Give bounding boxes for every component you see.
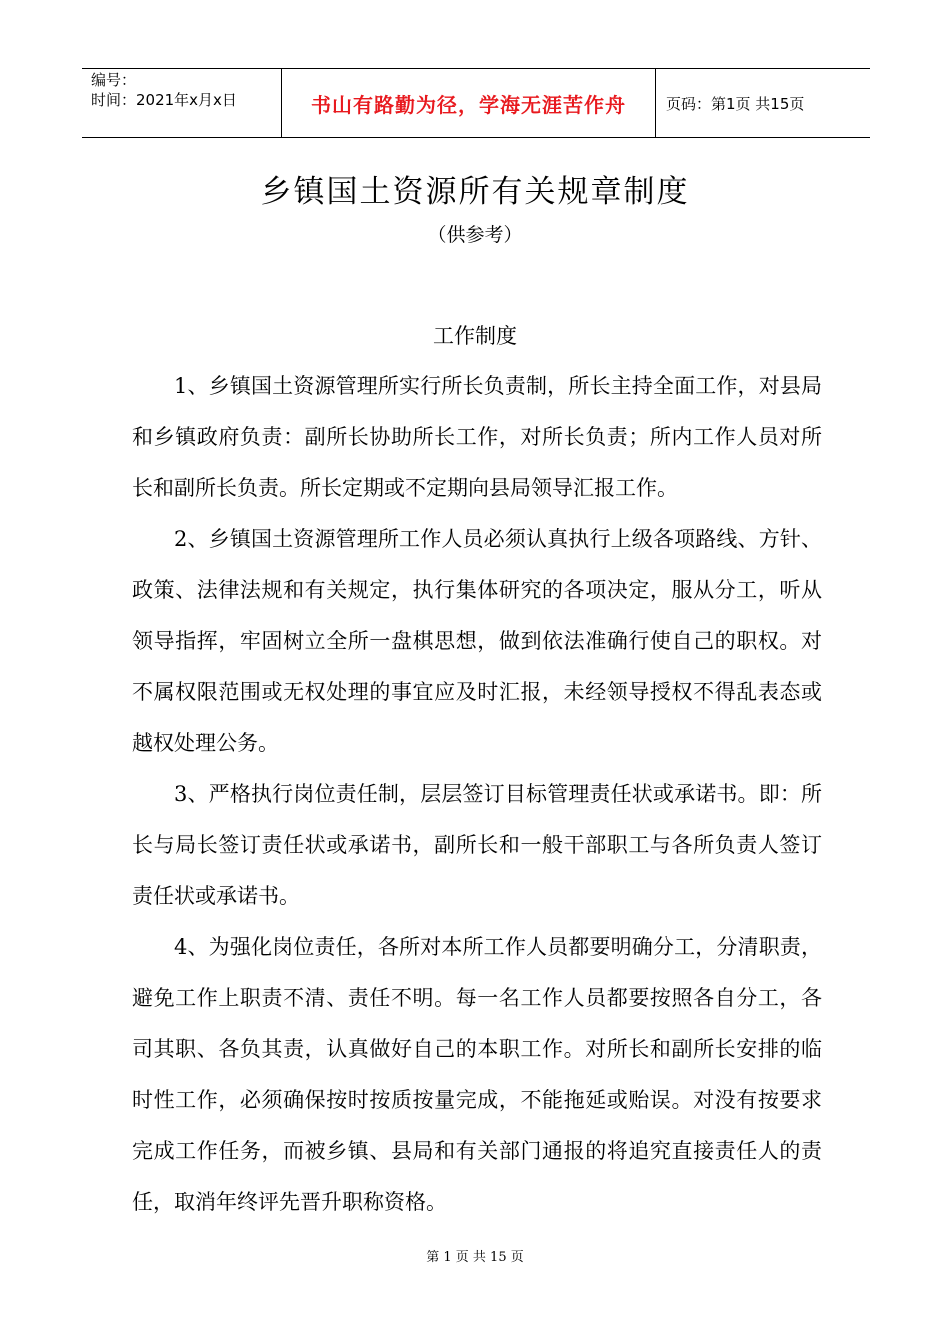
section-title: 工作制度 [433,324,517,348]
paragraph: 2、乡镇国土资源管理所工作人员必须认真执行上级各项路线、方针、政策、法律法规和有关规定，执行集体研究的各项决定，服从分工，听从领导指挥，牢固树立全所一盘棋思想，做到依法准确行使自己的职权。对不属权限范围或无权处理的事宜应及时汇报，未经领导授权不得乱表态或越权处理公务。 [132,527,822,755]
paragraph: 3、严格执行岗位责任制，层层签订目标管理责任状或承诺书。即：所长与局长签订责任状或承诺书，副所长和一般干部职工与各所负责人签订责任状或承诺书。 [132,782,822,908]
paragraph: 1、乡镇国土资源管理所实行所长负责制，所长主持全面工作，对县局和乡镇政府负责：副所长协助所长工作，对所长负责；所内工作人员对所长和副所长负责。所长定期或不定期向县局领导汇报工作。 [132,374,822,500]
page-footer: 第 1 页 共 15 页 [426,1250,524,1265]
document-body [132,361,822,1228]
header-left-cell [82,69,282,137]
header-motto-cell [282,69,656,137]
document-time-label: 时间：2021年x月x日 [91,91,237,109]
header-motto: 书山有路勤为径，学海无涯苦作舟 [311,92,626,117]
header-page-cell [656,69,870,137]
document-title: 乡镇国土资源所有关规章制度 [260,174,690,210]
header-page-info: 页码：第1页 共15页 [666,94,805,113]
page-header [82,68,870,138]
document-number-label: 编号： [91,71,137,89]
paragraph: 4、为强化岗位责任，各所对本所工作人员都要明确分工，分清职责，避免工作上职责不清、责任不明。每一名工作人员都要按照各自分工，各司其职、各负其责，认真做好自己的本职工作。对所长和副所长安排的临时性工作，必须确保按时按质按量完成，不能拖延或贻误。对没有按要求完成工作任务，而被乡镇、县局和有关部门通报的将追究直接责任人的责任，取消年终评先晋升职称资格。 [132,935,822,1214]
document-subtitle: （供参考） [427,224,523,246]
